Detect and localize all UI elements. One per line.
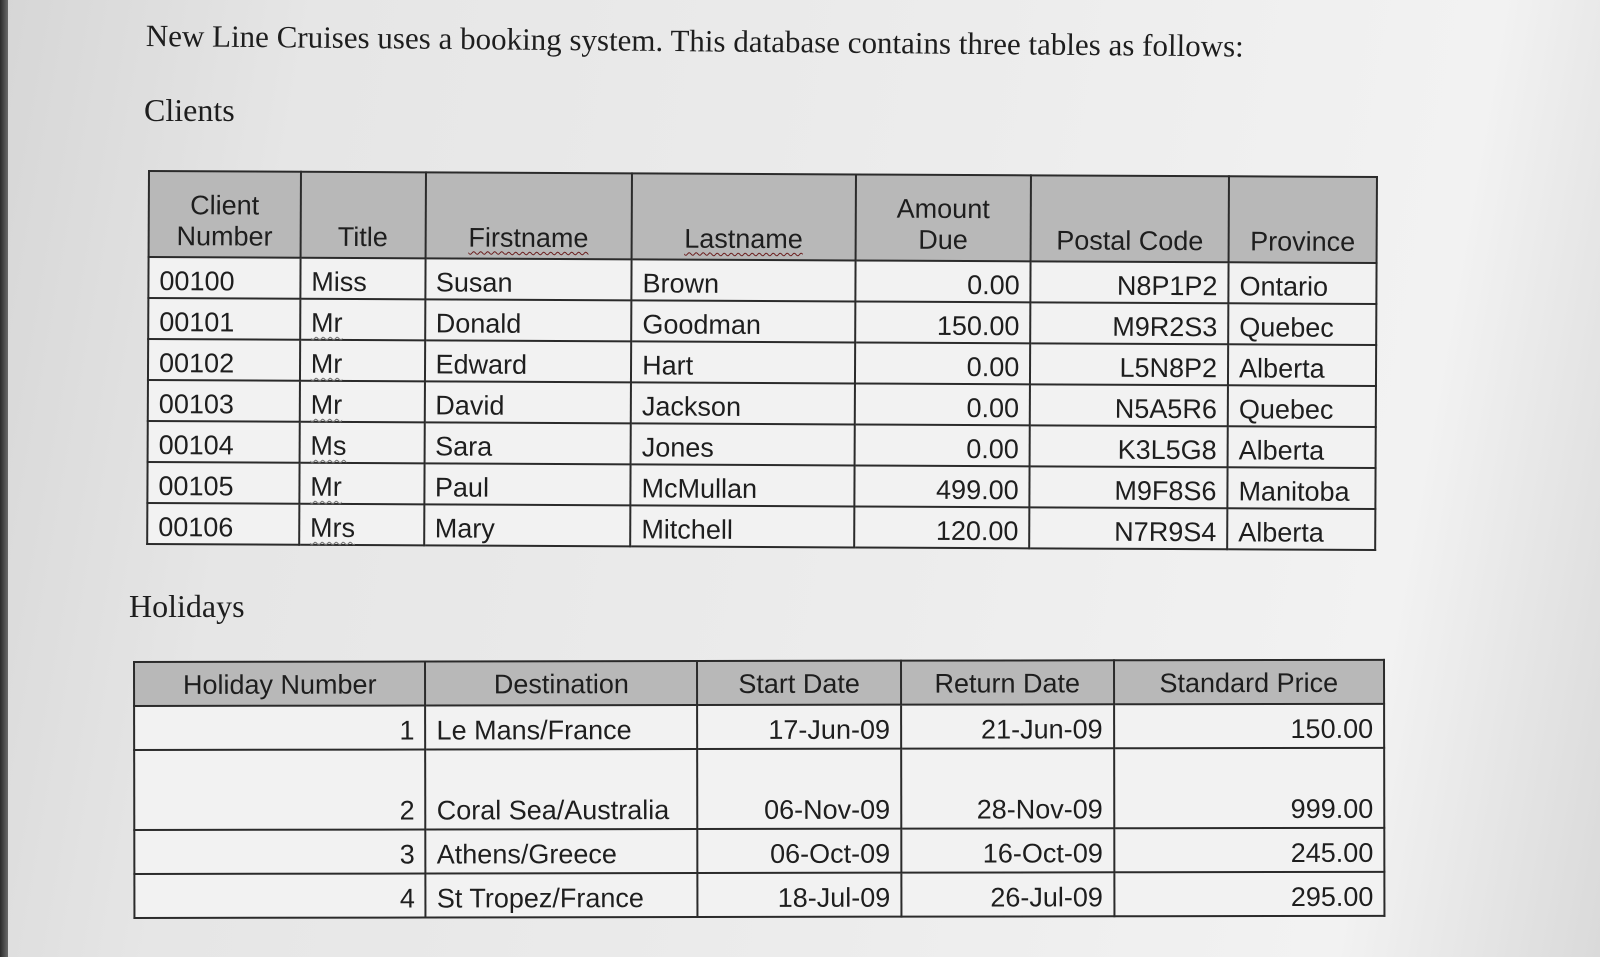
client-firstname-cell: David (424, 381, 631, 423)
header-standard-price: Standard Price (1114, 660, 1385, 704)
header-client-number-line1: Client (190, 190, 260, 221)
header-destination: Destination (425, 661, 697, 705)
client-title-text: Mr (310, 307, 343, 338)
client-postal-code-cell: M9F8S6 (1030, 466, 1228, 508)
client-lastname-cell: Brown (631, 259, 855, 301)
clients-row (147, 462, 1375, 509)
client-number-cell: 00101 (148, 298, 300, 340)
clients-header-row (149, 171, 1377, 263)
holiday-destination-cell: St Tropez/France (426, 873, 698, 917)
holiday-price-cell: 999.00 (1114, 748, 1385, 828)
holiday-destination-cell: Athens/Greece (426, 829, 698, 873)
client-firstname-cell: Sara (424, 422, 631, 464)
clients-table (146, 170, 1378, 551)
client-postal-code-cell: N7R9S4 (1029, 507, 1227, 549)
clients-row (148, 380, 1376, 427)
header-firstname-label: Firstname (468, 222, 589, 254)
header-client-number-line2: Number (176, 221, 273, 252)
header-title: Title (300, 172, 425, 259)
client-firstname-cell: Edward (424, 340, 631, 382)
client-postal-code-cell: M9R2S3 (1030, 302, 1228, 344)
client-title-cell (299, 504, 424, 546)
client-firstname-cell: Mary (424, 504, 631, 546)
client-title-text: Mrs (309, 512, 356, 544)
holiday-destination-cell: Le Mans/France (425, 705, 697, 749)
client-amount-due-cell: 0.00 (854, 383, 1030, 425)
holiday-price-cell: 150.00 (1114, 704, 1385, 748)
header-amount-due-line1: Amount (896, 193, 990, 225)
holiday-number-cell: 2 (134, 749, 426, 830)
client-title-cell (299, 422, 424, 464)
client-lastname-cell: Hart (631, 341, 855, 383)
holiday-return-date-cell: 21-Jun-09 (901, 704, 1114, 748)
client-province-cell: Alberta (1228, 426, 1376, 468)
client-amount-due-cell: 0.00 (855, 342, 1031, 384)
client-title-cell: Miss (300, 258, 425, 300)
clients-row (148, 298, 1376, 345)
client-firstname-cell: Paul (424, 463, 631, 505)
header-start-date: Start Date (697, 661, 901, 705)
client-postal-code-cell: K3L5G8 (1030, 425, 1228, 467)
client-lastname-cell: Jones (631, 423, 855, 465)
header-postal-code: Postal Code (1031, 175, 1229, 262)
client-postal-code-cell: N8P1P2 (1031, 261, 1229, 303)
holiday-return-date-cell: 26-Jul-09 (901, 872, 1114, 916)
holidays-heading: Holidays (129, 588, 245, 624)
client-title-text: Mr (310, 471, 342, 502)
holidays-table (133, 659, 1385, 919)
client-number-cell: 00100 (148, 257, 300, 299)
holiday-start-date-cell: 17-Jun-09 (697, 705, 901, 749)
holiday-start-date-cell: 18-Jul-09 (698, 873, 902, 917)
header-amount-due (855, 174, 1031, 261)
holiday-start-date-cell: 06-Nov-09 (697, 749, 901, 829)
client-amount-due-cell: 0.00 (855, 260, 1031, 302)
client-amount-due-cell: 499.00 (854, 465, 1030, 507)
intro-paragraph: New Line Cruises uses a booking system. This database contains three tables as follows: (145, 18, 1244, 64)
header-lastname-label: Lastname (684, 223, 803, 255)
client-province-cell: Ontario (1228, 262, 1376, 304)
client-title-cell (299, 463, 424, 505)
client-number-cell: 00102 (148, 339, 300, 381)
holiday-return-date-cell: 28-Nov-09 (901, 748, 1114, 828)
holiday-price-cell: 245.00 (1114, 828, 1385, 872)
client-amount-due-cell: 0.00 (854, 424, 1030, 466)
client-title-text: Ms (310, 430, 347, 461)
client-number-cell: 00106 (147, 503, 299, 545)
screen-bezel-edge (0, 0, 8, 957)
header-return-date: Return Date (901, 660, 1114, 704)
client-number-cell: 00103 (148, 380, 300, 422)
holidays-row (134, 872, 1384, 918)
holiday-return-date-cell: 16-Oct-09 (901, 828, 1114, 872)
client-title-text: Mr (310, 348, 343, 379)
holidays-row (134, 748, 1384, 830)
header-lastname (632, 173, 856, 260)
client-lastname-cell: Mitchell (630, 505, 854, 547)
client-title-text: Mr (310, 389, 343, 420)
holiday-number-cell: 3 (134, 829, 425, 874)
holiday-number-cell: 1 (134, 705, 425, 750)
client-number-cell: 00104 (148, 421, 300, 463)
holidays-row (134, 828, 1384, 874)
client-amount-due-cell: 120.00 (854, 506, 1030, 548)
client-title-cell (300, 381, 425, 423)
client-postal-code-cell: N5A5R6 (1030, 384, 1228, 426)
clients-row (148, 257, 1376, 304)
holiday-start-date-cell: 06-Oct-09 (698, 829, 902, 873)
client-number-cell: 00105 (147, 462, 299, 504)
client-province-cell: Manitoba (1227, 467, 1375, 509)
client-firstname-cell: Susan (425, 258, 632, 300)
header-province: Province (1229, 176, 1377, 263)
client-province-cell: Quebec (1228, 303, 1376, 345)
client-lastname-cell: Jackson (631, 382, 855, 424)
holiday-number-cell: 4 (134, 873, 425, 918)
clients-row (148, 339, 1376, 386)
holiday-price-cell: 295.00 (1114, 872, 1385, 916)
holidays-header-row (134, 660, 1384, 706)
clients-row (147, 503, 1375, 550)
client-province-cell: Quebec (1228, 385, 1376, 427)
client-amount-due-cell: 150.00 (855, 301, 1031, 343)
header-holiday-number: Holiday Number (134, 661, 425, 706)
client-province-cell: Alberta (1227, 508, 1375, 550)
header-client-number (149, 171, 301, 258)
clients-row (148, 421, 1376, 468)
holidays-row (134, 704, 1384, 750)
client-lastname-cell: McMullan (630, 464, 854, 506)
header-amount-due-line2: Due (918, 224, 968, 256)
client-postal-code-cell: L5N8P2 (1030, 343, 1228, 385)
client-lastname-cell: Goodman (631, 300, 855, 342)
client-title-cell (300, 340, 425, 382)
holiday-destination-cell: Coral Sea/Australia (426, 749, 698, 829)
client-firstname-cell: Donald (425, 299, 632, 341)
clients-heading: Clients (144, 92, 235, 128)
header-firstname (425, 172, 632, 259)
client-province-cell: Alberta (1228, 344, 1376, 386)
client-title-cell (300, 299, 425, 341)
